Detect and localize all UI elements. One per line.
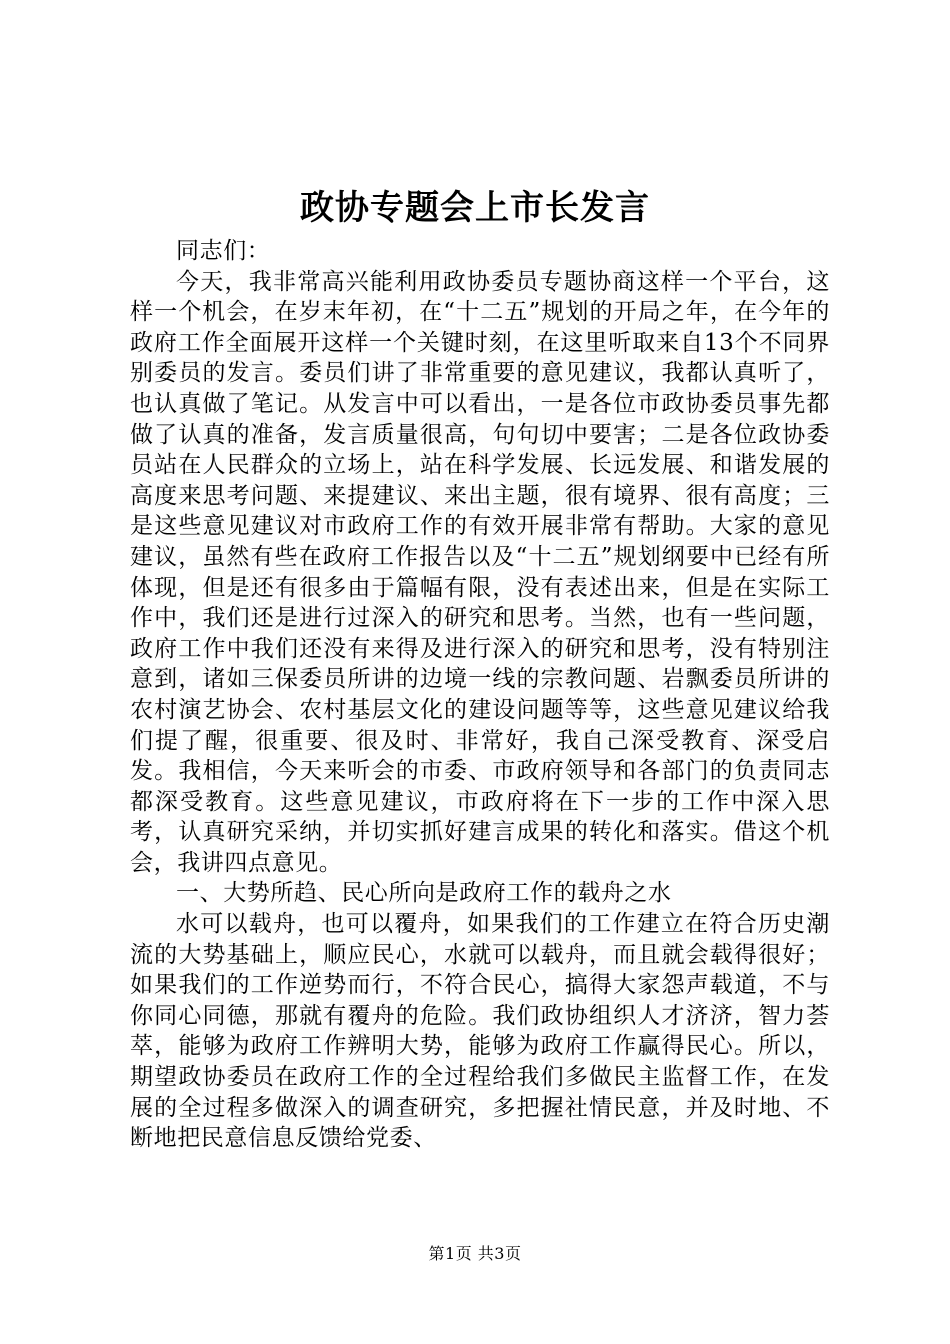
document-body [130,236,830,1154]
paragraph-section-1: 水可以载舟，也可以覆舟，如果我们的工作建立在符合历史潮流的大势基础上，顺应民心，水就可以载舟，而且就会载得很好；如果我们的工作逆势而行，不符合民心，搞得大家怨声载道，不与你同心同德，那就有覆舟的危险。我们政协组织人才济济，智力荟萃，能够为政府工作辨明大势，能够为政府工作赢得民心。所以，期望政协委员在政府工作的全过程给我们多做民主监督工作，在发展的全过程多做深入的调查研究，多把握社情民意，并及时地、不断地把民意信息反馈给党委、 [130,911,830,1152]
paragraph-opening: 今天，我非常高兴能利用政协委员专题协商这样一个平台，这样一个机会，在岁末年初，在“十二五”规划的开局之年，在今年的政府工作全面展开这样一个关键时刻，在这里听取来自13个不同界别委员的发言。委员们讲了非常重要的意见建议，我都认真听了，也认真做了笔记。从发言中可以看出，一是各位市政协委员事先都做了认真的准备，发言质量很高，句句切中要害；二是各位政协委员站在人民群众的立场上，站在科学发展、长远发展、和谐发展的高度来思考问题、来提建议、来出主题，很有境界、很有高度；三是这些意见建议对市政府工作的有效开展非常有帮助。大家的意见建议，虽然有些在政府工作报告以及“十二五”规划纲要中已经有所体现，但是还有很多由于篇幅有限，没有表述出来，但是在实际工作中，我们还是进行过深入的研究和思考。当然，也有一些问题，政府工作中我们还没有来得及进行深入的研究和思考，没有特别注意到，诸如三保委员所讲的边境一线的宗教问题、岩飘委员所讲的农村演艺协会、农村基层文化的建设问题等等，这些意见建议给我们提了醒，很重要、很及时、非常好，我自己深受教育、深受启发。我相信，今天来听会的市委、市政府领导和各部门的负责同志都深受教育。这些意见建议，市政府将在下一步的工作中深入思考，认真研究采纳，并切实抓好建言成果的转化和落实。借这个机会，我讲四点意见。 [130,268,830,876]
page-title: 政协专题会上市长发言 [300,188,650,228]
section-heading-1: 一、大势所趋、民心所向是政府工作的载舟之水 [176,880,672,907]
page-footer: 第1页 共3页 [428,1244,522,1263]
salutation: 同志们： [176,238,271,264]
